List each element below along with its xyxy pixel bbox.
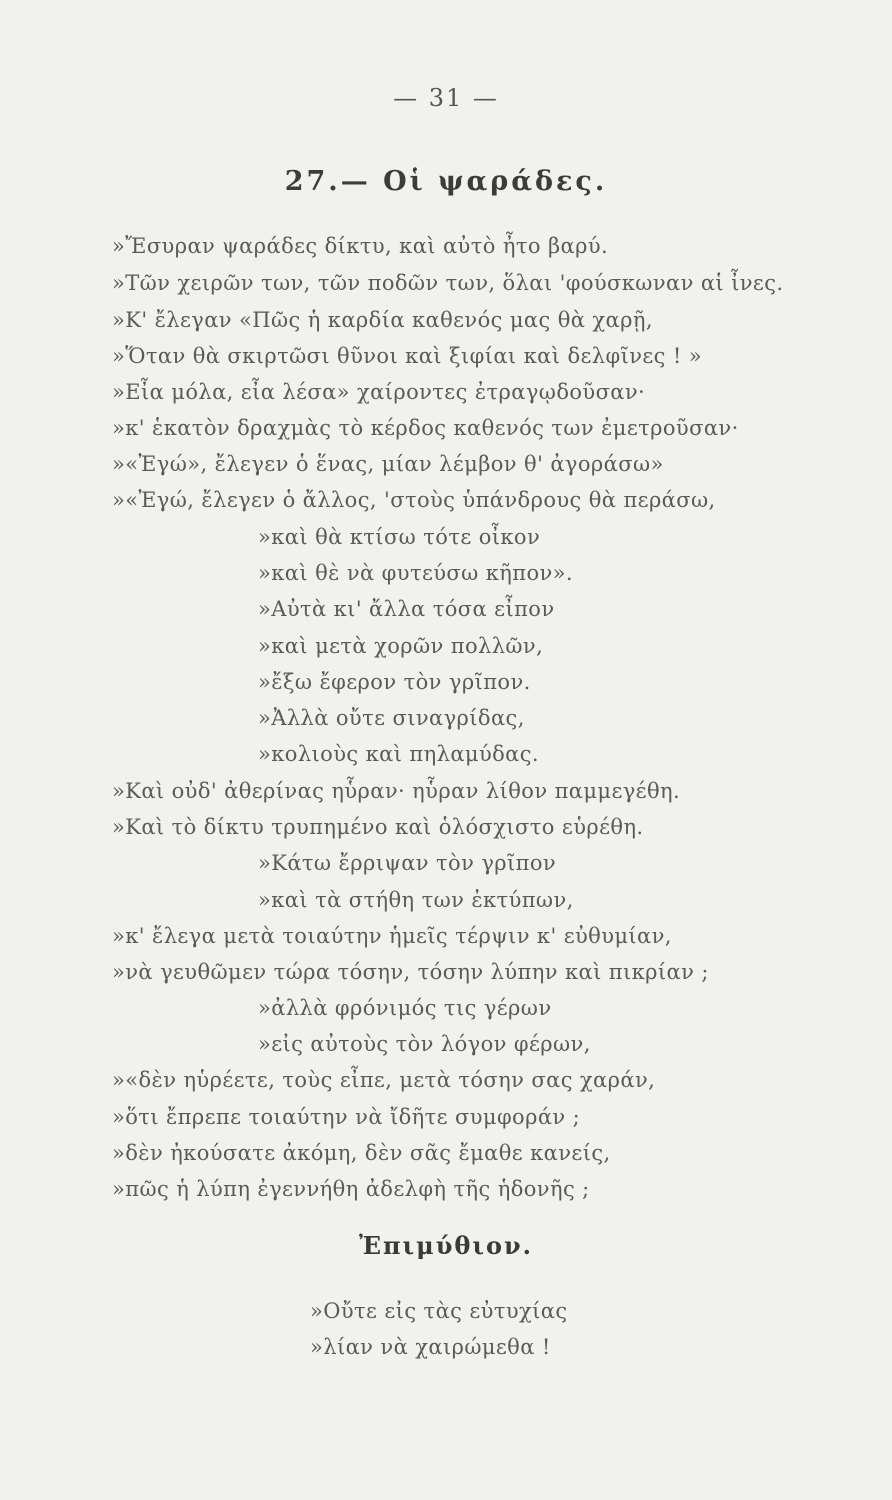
verse-line: »ἔξω ἔφερον τὸν γρῖπον.	[258, 670, 531, 694]
verse-line: »Εἶα μόλα, εἶα λέσα» χαίροντες ἐτραγῳδοῦσαν·	[112, 380, 646, 404]
verse-line: »Καὶ τὸ δίκτυ τρυπημένο καὶ ὁλόσχιστο εὑρέθη.	[112, 815, 644, 839]
verse-line: »κ' ἔλεγα μετὰ τοιαύτην ἡμεῖς τέρψιν κ' εὐθυμίαν,	[112, 924, 672, 948]
verse-line: »ὅτι ἔπρεπε τοιαύτην νὰ ἴδῆτε συμφοράν ;	[112, 1105, 581, 1129]
verse-line: »καὶ θὲ νὰ φυτεύσω κῆπον».	[258, 561, 573, 585]
verse-line: »καὶ μετὰ χορῶν πολλῶν,	[258, 634, 544, 658]
verse-line: »Κ' ἔλεγαν «Πῶς ἡ καρδία καθενός μας θὰ χαρῇ,	[112, 308, 653, 332]
verse-line: »«Ἐγώ», ἔλεγεν ὁ ἕνας, μίαν λέμβον θ' ἀγοράσω»	[112, 452, 664, 476]
verse-line: »Ὅταν θὰ σκιρτῶσι θῦνοι καὶ ξιφίαι καὶ δελφῖνες ! »	[112, 344, 703, 368]
verse-line: »Κάτω ἔρριψαν τὸν γρῖπον	[258, 851, 557, 875]
verse-line: »Ἔσυραν ψαράδες δίκτυ, καὶ αὐτὸ ἦτο βαρύ.	[112, 234, 609, 258]
verse-line: »καὶ θὰ κτίσω τότε οἶκον	[258, 525, 541, 549]
verse-line: »Καὶ οὐδ' ἀθερίνας ηὗραν· ηὗραν λίθον παμμεγέθη.	[112, 779, 681, 803]
moral-line: »λίαν νὰ χαιρώμεθα !	[310, 1335, 551, 1359]
verse-line: »«δὲν ηὑρέετε, τοὺς εἶπε, μετὰ τόσην σας χαράν,	[112, 1068, 656, 1092]
verse-line: »ἀλλὰ φρόνιμός τις γέρων	[258, 996, 552, 1020]
verse-line: »κ' ἑκατὸν δραχμὰς τὸ κέρδος καθενός των ἐμετροῦσαν·	[112, 416, 739, 440]
verse-line: »πῶς ἡ λύπη ἐγεννήθη ἀδελφὴ τῆς ἡδονῆς ;	[112, 1177, 590, 1201]
verse-line: »Τῶν χειρῶν των, τῶν ποδῶν των, ὅλαι 'φούσκωναν αἱ ἶνες.	[112, 271, 784, 295]
verse-line: »καὶ τὰ στήθη των ἐκτύπων,	[258, 888, 574, 912]
verse-line: »Αὐτὰ κι' ἄλλα τόσα εἶπον	[258, 597, 555, 621]
moral-line: »Οὔτε εἰς τὰς εὐτυχίας	[310, 1299, 568, 1323]
verse-line: »δὲν ἠκούσατε ἀκόμη, δὲν σᾶς ἔμαθε κανείς,	[112, 1141, 611, 1165]
moral-title: Ἐπιμύθιον.	[358, 1231, 534, 1260]
verse-line: »νὰ γευθῶμεν τώρα τόσην, τόσην λύπην καὶ πικρίαν ;	[112, 960, 709, 984]
verse-line: »Ἀλλὰ οὔτε σιναγρίδας,	[258, 706, 525, 730]
verse-line: »εἰς αὐτοὺς τὸν λόγον φέρων,	[258, 1032, 591, 1056]
poem-title: 27.— Οἱ ψαράδες.	[284, 166, 608, 197]
verse-line: »«Ἐγώ, ἔλεγεν ὁ ἄλλος, 'στοὺς ὑπάνδρους θὰ περάσω,	[112, 488, 716, 512]
page-number: — 31 —	[393, 84, 499, 112]
verse-line: »κολιοὺς καὶ πηλαμύδας.	[258, 742, 539, 766]
